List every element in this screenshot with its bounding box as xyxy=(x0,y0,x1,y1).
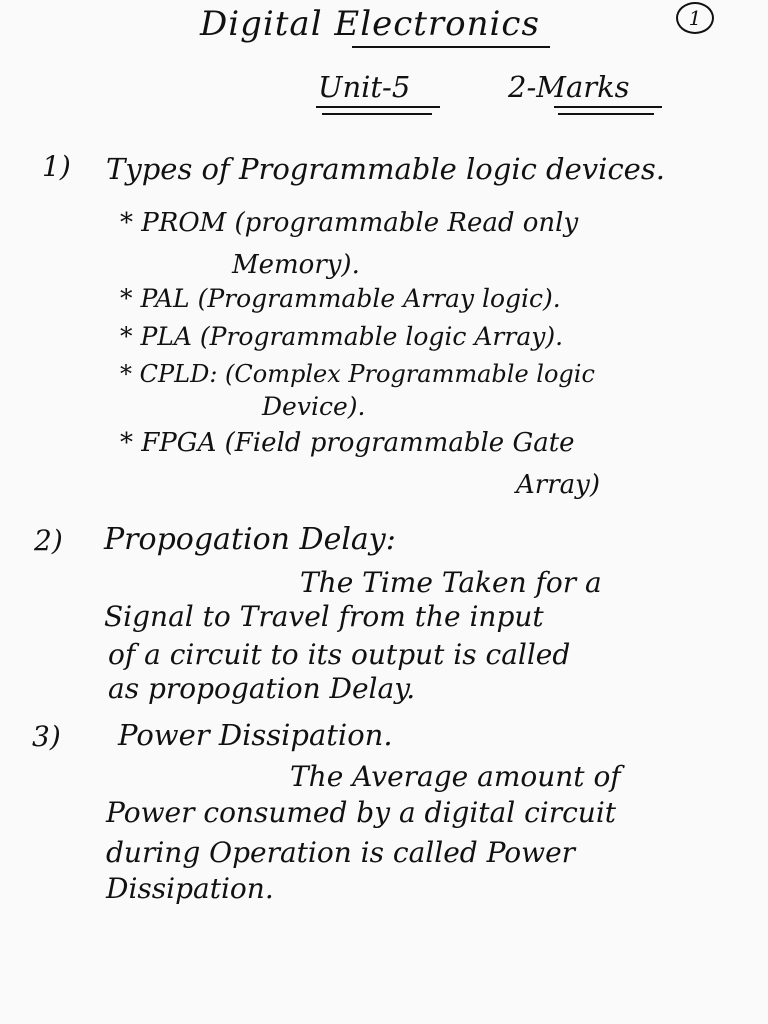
list-item: * PROM (programmable Read only xyxy=(120,208,579,238)
list-item: * CPLD: (Complex Programmable logic xyxy=(120,360,595,388)
list-item: Device). xyxy=(262,392,366,421)
question-2-heading: Propogation Delay: xyxy=(104,522,396,557)
list-item: Array) xyxy=(516,470,600,500)
marks-underline xyxy=(554,106,662,108)
question-2-number: 2) xyxy=(34,524,63,557)
paragraph-line: during Operation is called Power xyxy=(106,836,576,869)
marks-underline xyxy=(558,113,654,115)
page-number-circle: 1 xyxy=(676,2,714,34)
paragraph-line: as propogation Delay. xyxy=(108,672,416,705)
question-3-number: 3) xyxy=(32,720,61,753)
question-1-number: 1) xyxy=(42,150,71,183)
list-item: * FPGA (Field programmable Gate xyxy=(120,428,575,458)
paragraph-line: of a circuit to its output is called xyxy=(108,638,571,671)
question-1-heading: Types of Programmable logic devices. xyxy=(106,152,665,186)
question-3-heading: Power Dissipation. xyxy=(118,718,393,752)
paragraph-line: Power consumed by a digital circuit xyxy=(106,796,617,829)
paragraph-line: Signal to Travel from the input xyxy=(104,600,544,633)
unit-underline xyxy=(322,113,432,115)
list-item: * PAL (Programmable Array logic). xyxy=(120,284,561,313)
list-item: * PLA (Programmable logic Array). xyxy=(120,322,564,351)
marks-label: 2-Marks xyxy=(508,70,630,104)
paragraph-line: Dissipation. xyxy=(106,872,274,905)
paragraph-line: The Average amount of xyxy=(290,760,621,793)
paragraph-line: The Time Taken for a xyxy=(300,566,602,599)
unit-label: Unit-5 xyxy=(318,70,411,104)
title-underline xyxy=(352,46,550,48)
unit-underline xyxy=(316,106,440,108)
list-item: Memory). xyxy=(232,250,360,280)
page-title: Digital Electronics xyxy=(200,4,540,44)
